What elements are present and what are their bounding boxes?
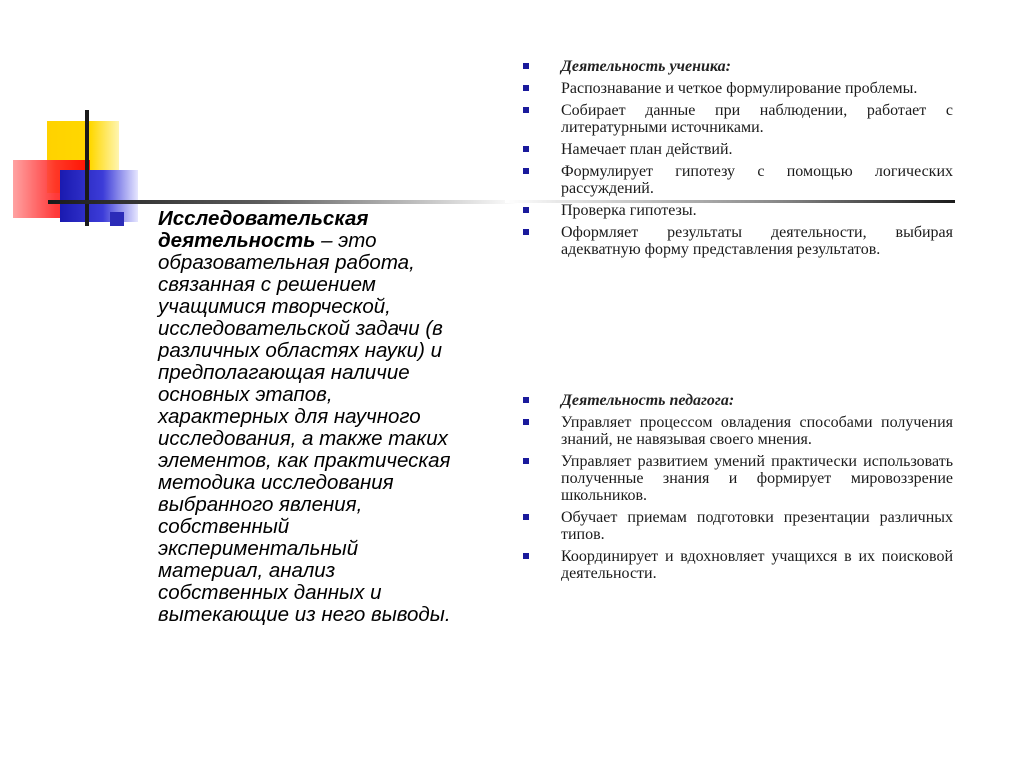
list-item: Обучает приемам подготовки презентации различных типов. bbox=[519, 509, 953, 543]
bullet-icon bbox=[523, 85, 529, 91]
student-heading: Деятельность ученика: bbox=[519, 58, 953, 75]
bullet-icon bbox=[523, 107, 529, 113]
bullet-icon bbox=[523, 553, 529, 559]
bullet-icon bbox=[523, 63, 529, 69]
teacher-activity-list bbox=[519, 392, 953, 587]
list-item: Намечает план действий. bbox=[519, 141, 953, 158]
definition-bullet-icon bbox=[110, 212, 124, 226]
definition-term: Исследовательская деятельность bbox=[158, 207, 369, 252]
list-item: Координирует и вдохновляет учащихся в их поисковой деятельности. bbox=[519, 548, 953, 582]
logo-vertical-line bbox=[85, 110, 89, 226]
list-item: Собирает данные при наблюдении, работает с литературными источниками. bbox=[519, 102, 953, 136]
list-item: Формулирует гипотезу с помощью логических рассуждений. bbox=[519, 163, 953, 197]
teacher-heading: Деятельность педагога: bbox=[519, 392, 953, 409]
list-item: Проверка гипотезы. bbox=[519, 202, 953, 219]
bullet-icon bbox=[523, 146, 529, 152]
list-item: Распознавание и четкое формулирование проблемы. bbox=[519, 80, 953, 97]
list-item: Оформляет результаты деятельности, выбирая адекватную форму представления результатов. bbox=[519, 224, 953, 258]
bullet-icon bbox=[523, 397, 529, 403]
logo-blue-square bbox=[60, 170, 138, 222]
list-item: Управляет развитием умений практически использовать полученные знания и формирует мировоззрение школьников. bbox=[519, 453, 953, 504]
list-item: Управляет процессом овладения способами получения знаний, не навязывая своего мнения. bbox=[519, 414, 953, 448]
bullet-icon bbox=[523, 168, 529, 174]
divider-line-left bbox=[48, 200, 518, 204]
definition-text bbox=[158, 208, 458, 626]
definition-body: – это образовательная работа, связанная с решением учащимися творческой, исследовательской задачи (в различных областях науки) и предполагающая наличие основных этапов, характерных для научного исследования, а также таких элементов, как практическая методика исследования выбранного явления, собственный экспериментальный материал, анализ собственных данных и вытекающие из него выводы. bbox=[158, 229, 451, 626]
bullet-icon bbox=[523, 419, 529, 425]
bullet-icon bbox=[523, 229, 529, 235]
bullet-icon bbox=[523, 207, 529, 213]
student-activity-list bbox=[519, 58, 953, 263]
bullet-icon bbox=[523, 458, 529, 464]
bullet-icon bbox=[523, 514, 529, 520]
